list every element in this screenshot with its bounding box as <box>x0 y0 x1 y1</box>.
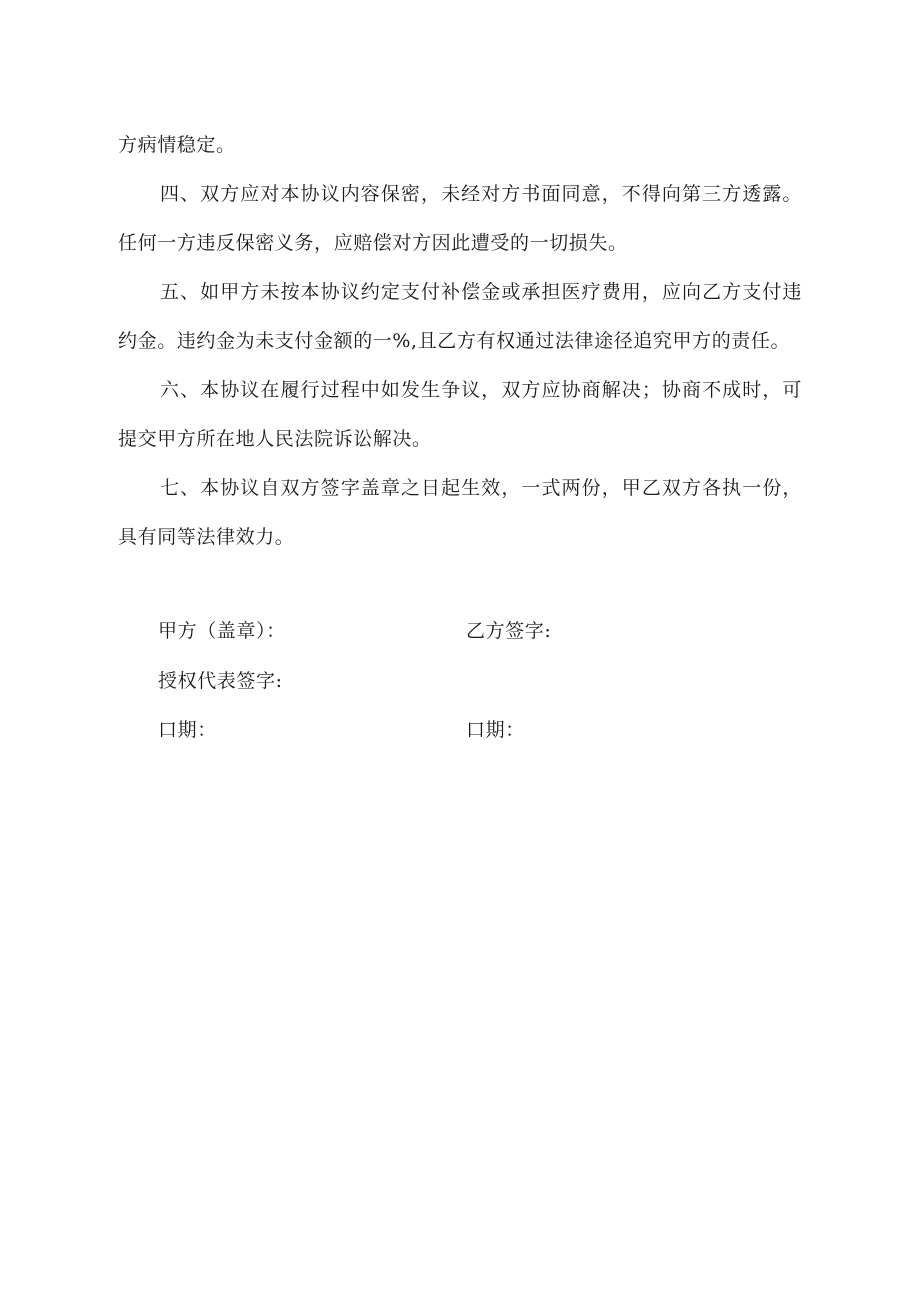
continued-paragraph: 方病情稳定。 <box>118 134 236 156</box>
party-a-date-label: 口期： <box>158 719 217 741</box>
clause-five-penalty: 五、如甲方未按本协议约定支付补偿金或承担医疗费用，应向乙方支付违约金。违约金为未支付金额的一%,且乙方有权通过法律途径追究甲方的责任。 <box>118 281 802 352</box>
authorized-rep-label: 授权代表签字: <box>158 670 283 692</box>
clause-six-dispute: 六、本协议在履行过程中如发生争议，双方应协商解决；协商不成时，可提交甲方所在地人民法院诉讼解决。 <box>118 379 802 450</box>
party-a-seal-label: 甲方（盖章）： <box>158 620 286 642</box>
party-b-date-label: 口期： <box>466 719 525 741</box>
party-b-sign-label: 乙方签字: <box>466 620 552 642</box>
agreement-body <box>118 121 802 562</box>
clause-four-confidentiality: 四、双方应对本协议内容保密，未经对方书面同意，不得向第三方透露。任何一方违反保密义务，应赔偿对方因此遭受的一切损失。 <box>118 183 802 254</box>
clause-seven-effective: 七、本协议自双方签字盖章之日起生效，一式两份，甲乙双方各执一份，具有同等法律效力。 <box>118 477 802 548</box>
